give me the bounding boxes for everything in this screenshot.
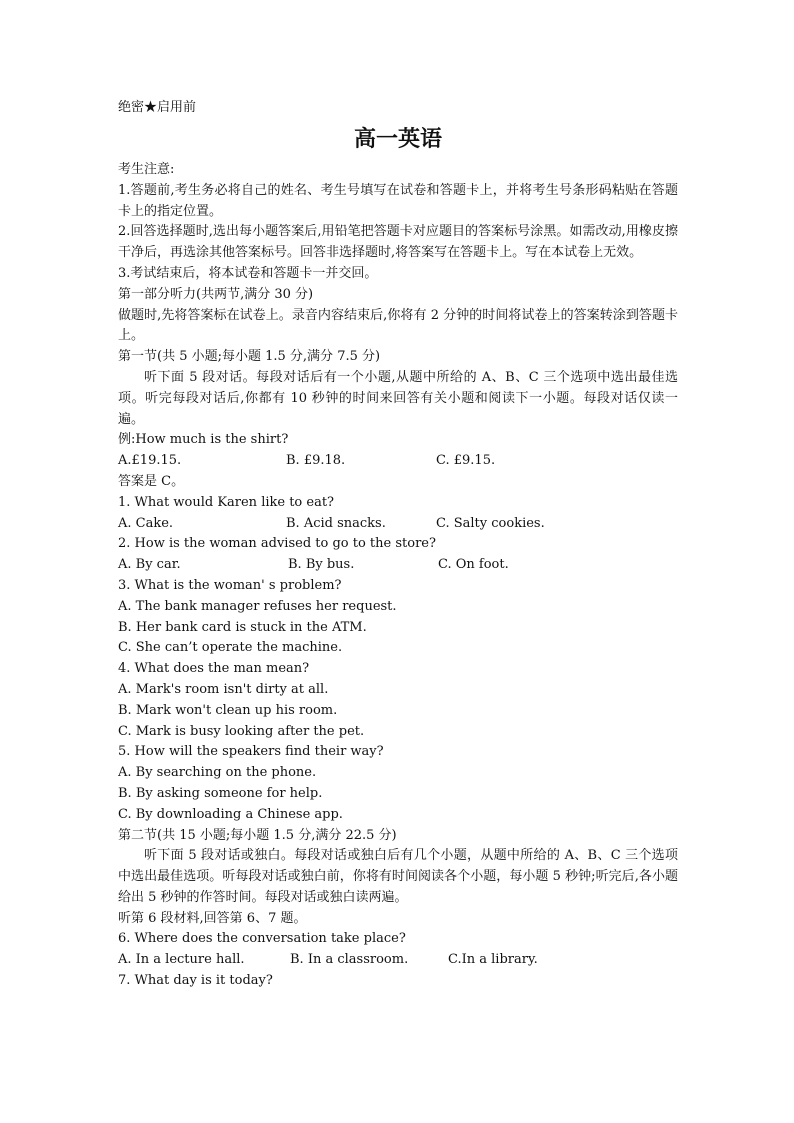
- option-c: C. By downloading a Chinese app.: [118, 806, 343, 822]
- option-c: C. £9.15.: [436, 453, 496, 469]
- option-b: B. £9.18.: [286, 453, 346, 469]
- part1-heading: 第一部分听力(共两节,满分 30 分): [118, 286, 314, 302]
- example-options: [118, 451, 678, 472]
- question-4: 4. What does the man mean?: [118, 661, 310, 677]
- question-6-options: [118, 950, 678, 971]
- page-title: 高一英语: [353, 126, 442, 152]
- question-1-options: [118, 514, 678, 535]
- part1-instruction: 做题时,先将答案标在试卷上。录音内容结束后,你将有 2 分钟的时间将试卷上的答案转涂到答题卡上。: [118, 307, 678, 344]
- material-note: 听第 6 段材料,回答第 6、7 题。: [118, 910, 307, 926]
- option-b: B. Her bank card is stuck in the ATM.: [118, 619, 367, 635]
- section1-instruction: 听下面 5 段对话。每段对话后有一个小题,从题中所给的 A、B、C 三个选项中选出最佳选项。听完每段对话后,你都有 10 秒钟的时间来回答有关小题和阅读下一小题。每段对话仅读一遍。: [118, 369, 678, 427]
- option-b: B. By bus.: [288, 557, 355, 573]
- notice-heading: 考生注意:: [118, 162, 175, 177]
- option-b: B. By asking someone for help.: [118, 785, 323, 801]
- option-b: B. Mark won't clean up his room.: [118, 702, 338, 718]
- option-c: C. On foot.: [438, 557, 509, 573]
- confidential-label: 绝密★启用前: [118, 100, 197, 115]
- example-question: 例:How much is the shirt?: [118, 432, 289, 448]
- notice-item: 2.回答选择题时,选出每小题答案后,用铅笔把答题卡对应题目的答案标号涂黑。如需改动,用橡皮擦干净后，再选涂其他答案标号。回答非选择题时,将答案写在答题卡上。写在本试卷上无效。: [118, 224, 678, 261]
- option-b: B. Acid snacks.: [286, 515, 386, 531]
- notice-item: 3.考试结束后，将本试卷和答题卡一并交回。: [118, 265, 378, 281]
- exam-content: [118, 98, 678, 992]
- question-1: 1. What would Karen like to eat?: [118, 494, 335, 510]
- option-a: A. By searching on the phone.: [118, 765, 317, 781]
- option-a: A. The bank manager refuses her request.: [118, 598, 397, 614]
- question-3: 3. What is the woman' s problem?: [118, 577, 342, 593]
- option-a: A.£19.15.: [118, 453, 182, 469]
- section2-heading: 第二节(共 15 小题;每小题 1.5 分,满分 22.5 分): [118, 827, 397, 843]
- example-answer: 答案是 C。: [118, 473, 185, 489]
- option-c: C.In a library.: [448, 952, 538, 968]
- question-2: 2. How is the woman advised to go to the store?: [118, 536, 436, 552]
- question-7: 7. What day is it today?: [118, 973, 273, 989]
- question-6: 6. Where does the conversation take place?: [118, 931, 406, 947]
- question-5: 5. How will the speakers find their way?: [118, 744, 384, 760]
- section1-heading: 第一节(共 5 小题;每小题 1.5 分,满分 7.5 分): [118, 349, 381, 365]
- option-a: A. In a lecture hall.: [118, 952, 245, 968]
- option-c: C. She can’t operate the machine.: [118, 640, 343, 656]
- option-a: A. Cake.: [118, 515, 174, 531]
- option-a: A. By car.: [118, 557, 181, 573]
- notice-item: 1.答题前,考生务必将自己的姓名、考生号填写在试卷和答题卡上，并将考生号条形码粘贴在答题卡上的指定位置。: [118, 182, 678, 219]
- option-c: C. Mark is busy looking after the pet.: [118, 723, 365, 739]
- option-a: A. Mark's room isn't dirty at all.: [118, 681, 329, 697]
- question-2-options: [118, 555, 678, 576]
- section2-instruction: 听下面 5 段对话或独白。每段对话或独白后有几个小题，从题中所给的 A、B、C 三个选项中选出最佳选项。听每段对话或独白前，你将有时间阅读各个小题，每小题 5 秒钟;听完后,各小题给出 5 秒钟的作答时间。每段对话或独白读两遍。: [118, 848, 678, 905]
- option-c: C. Salty cookies.: [436, 515, 545, 531]
- option-b: B. In a classroom.: [290, 952, 409, 968]
